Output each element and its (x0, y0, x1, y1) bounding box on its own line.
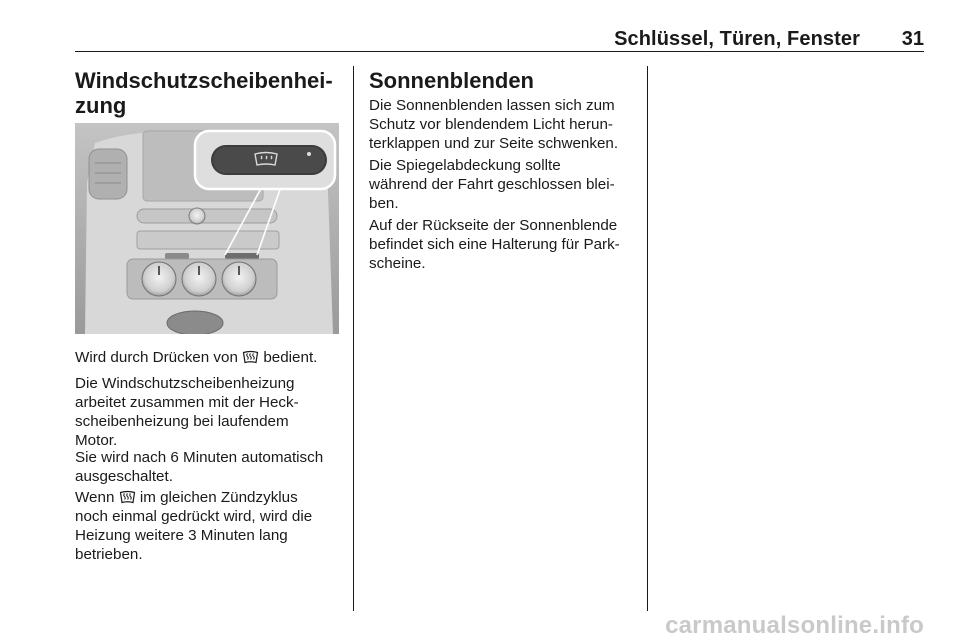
page-number: 31 (901, 28, 924, 50)
paragraph-operation (75, 348, 347, 367)
section-heading-sun-visors: Sonnenblenden (369, 68, 534, 93)
paragraph-auto-off: Sie wird nach 6 Minuten automatisch ausgeschaltet. (75, 449, 324, 485)
header-rule (75, 51, 924, 52)
windshield-defrost-icon (242, 350, 259, 364)
repeat-text-end: im gleichen Zündzyklus noch einmal gedrückt wird, wird die Heizung weitere 3 Minuten lang betrieben. (75, 489, 313, 563)
watermark: carmanualsonline.info (665, 612, 924, 639)
dashboard-figure (75, 123, 339, 334)
header-title: Schlüssel, Türen, Fenster (614, 28, 860, 50)
paragraph-visors-fold: Die Sonnenblenden lassen sich zum Schutz vor blendendem Licht herun- terklappen und zur Seite schwenken. (369, 97, 619, 152)
operation-text-end: bedient. (259, 349, 318, 366)
paragraph-works-with-rear: Die Windschutzscheibenheizung arbeitet zusammen mit der Heck- scheibenheizung bei laufendem Motor. (75, 375, 299, 449)
section-heading-windshield-heating: Windschutzscheibenhei- zung (75, 68, 333, 118)
column-divider-left (353, 66, 354, 611)
paragraph-ticket-holder: Auf der Rückseite der Sonnenblende befindet sich eine Halterung für Park- scheine. (369, 217, 620, 272)
repeat-text-start: Wenn (75, 489, 119, 506)
operation-text-start: Wird durch Drücken von (75, 349, 243, 366)
paragraph-mirror-cover: Die Spiegelabdeckung sollte während der Fahrt geschlossen blei- ben. (369, 157, 615, 212)
windshield-defrost-icon (119, 490, 136, 504)
column-divider-right (647, 66, 648, 611)
paragraph-repeat-press (75, 488, 347, 564)
